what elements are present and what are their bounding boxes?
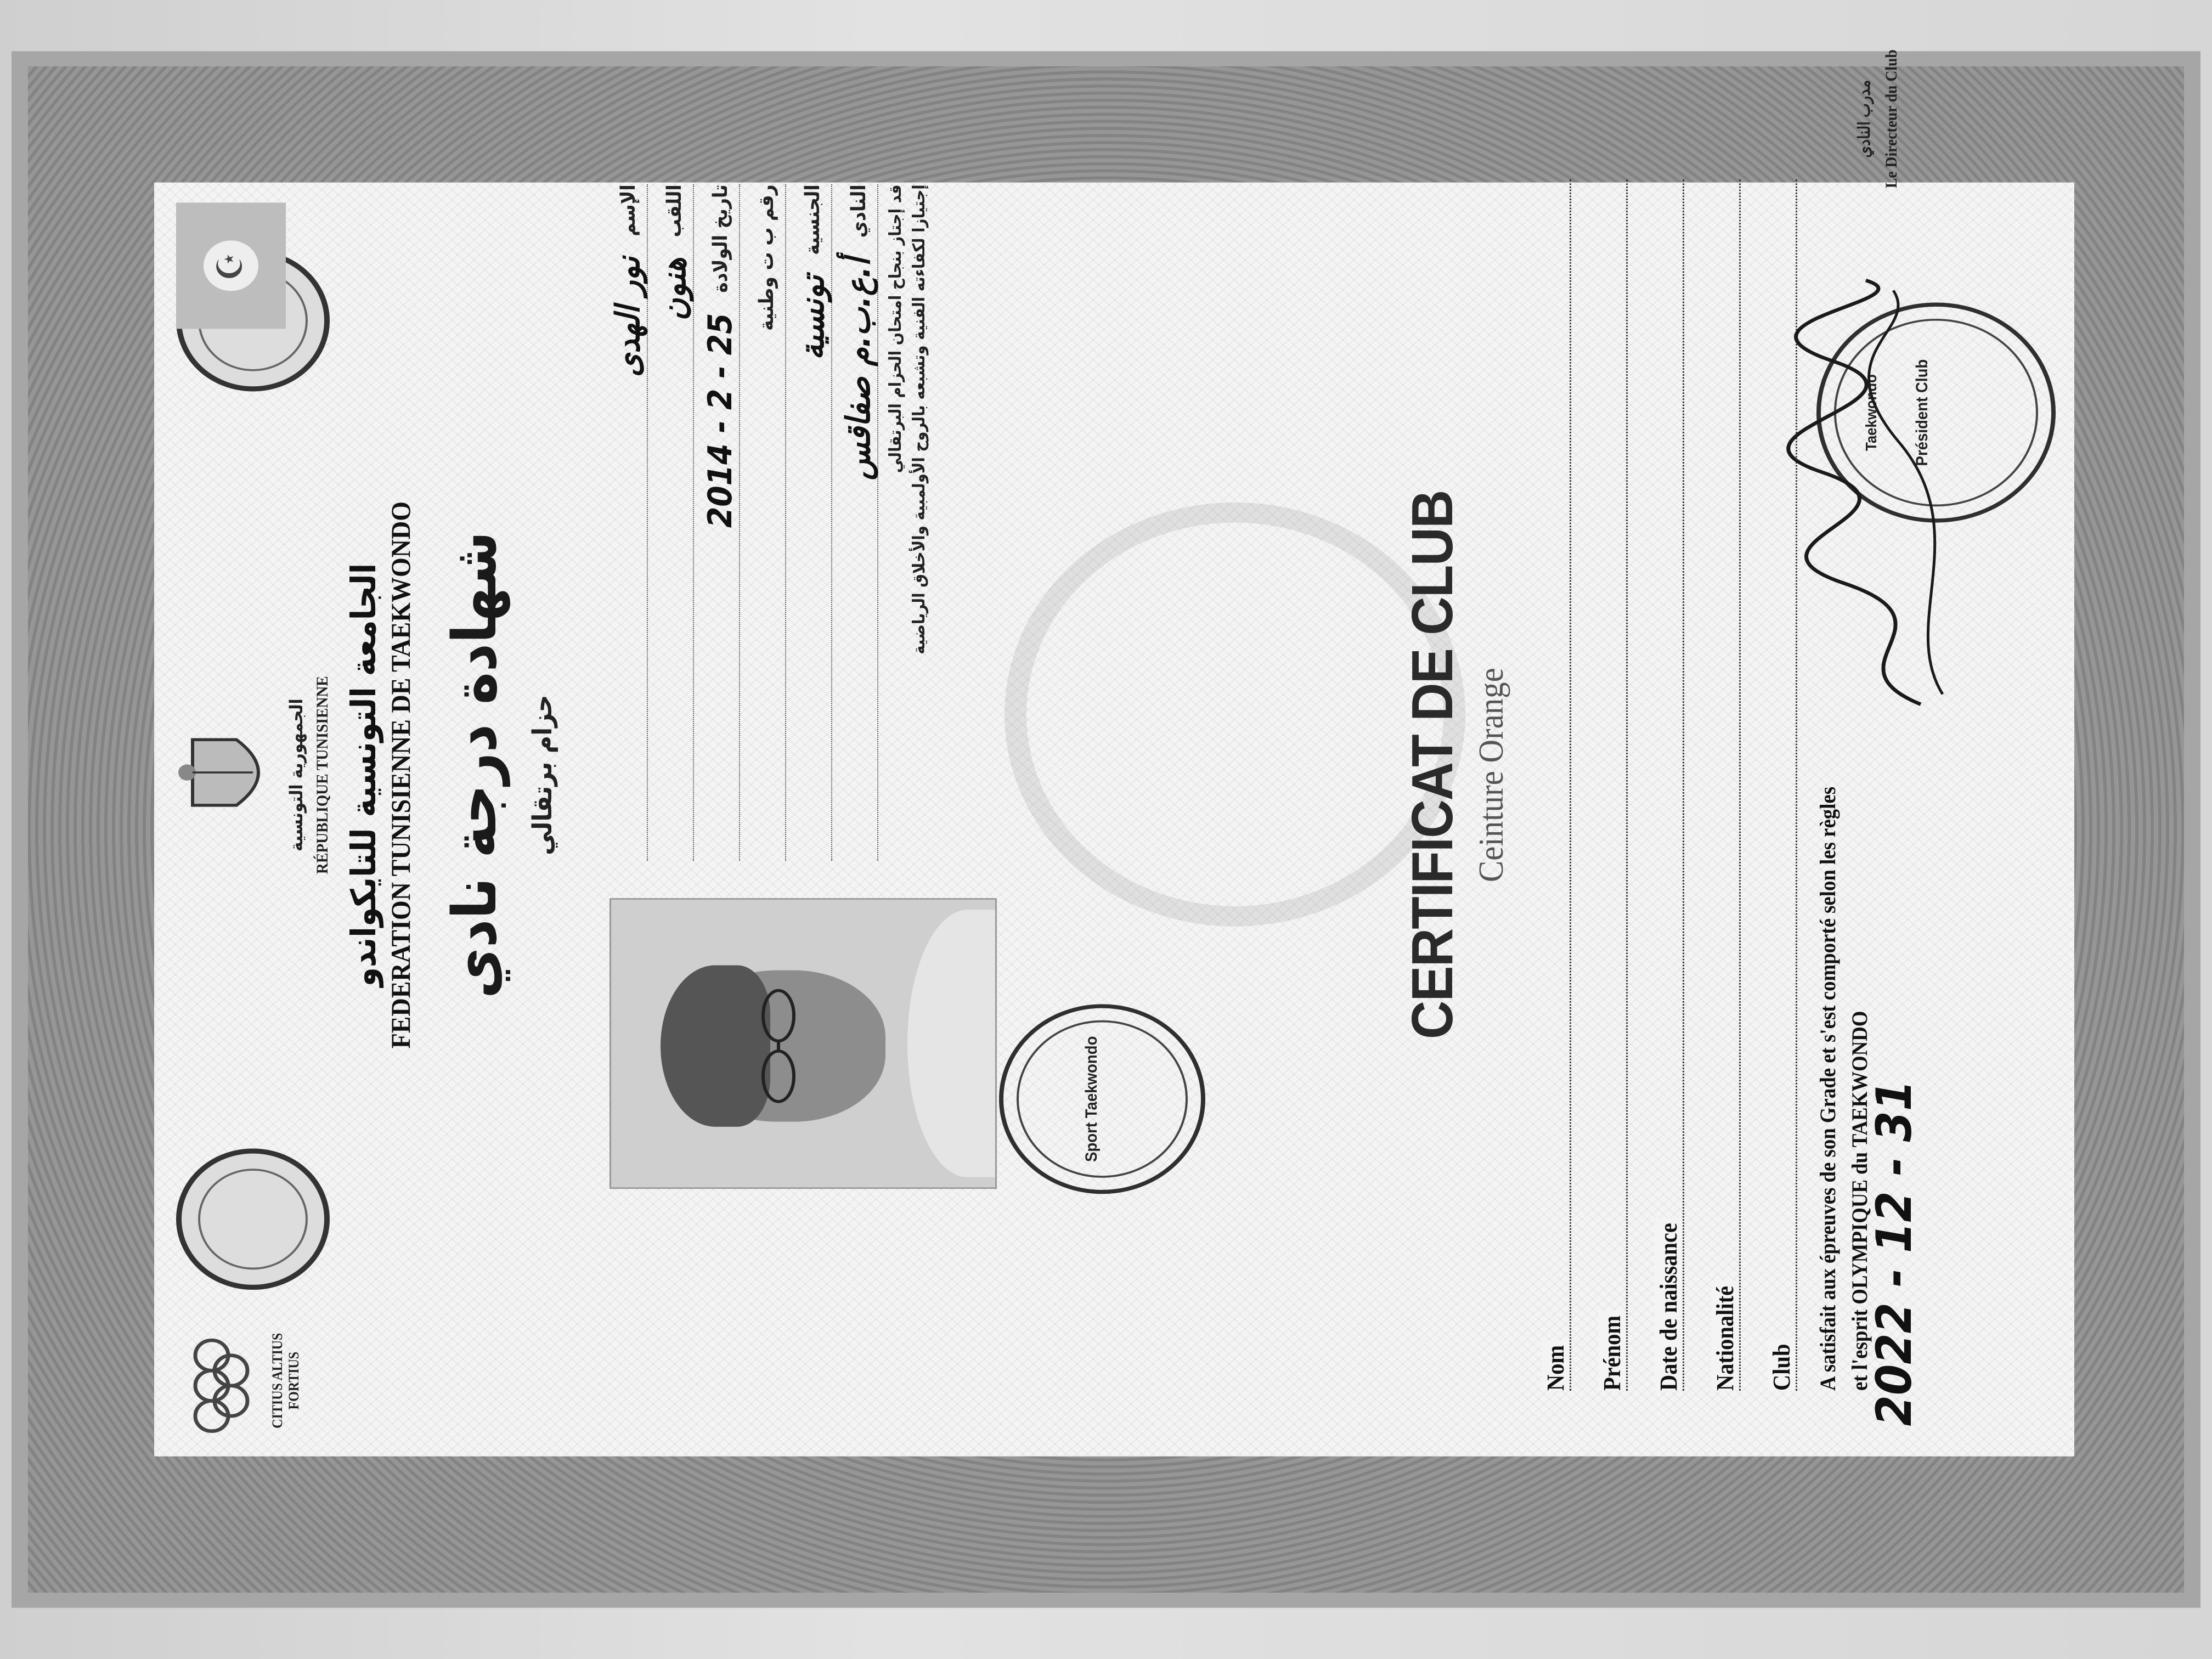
fr-statement-1: A satisfait aux épreuves de son Grade et s'est comporté selon les règles [1815, 786, 1840, 1391]
certificate-document [28, 49, 2184, 1593]
fr-row-nom [1531, 179, 1571, 1391]
certificate-subtitle-ar: حزام برتقالي [527, 695, 558, 855]
olympic-motto: CITIUS ALTIUS FORTIUS [269, 1333, 302, 1429]
federation-logo-left [176, 1148, 330, 1290]
ar-value-nationality: تونسية [793, 275, 832, 360]
ar-label-surname: اللقب [663, 184, 686, 238]
ar-label-nationality: الجنسية [801, 184, 824, 255]
ar-label-birthdate: تاريخ الولادة [709, 184, 732, 293]
issue-date: 2022 - 12 - 31 [1866, 1080, 1922, 1426]
federation-name-ar: الجامعة التونسية للتايكواندو [343, 563, 383, 987]
national-emblem [176, 730, 280, 815]
crescent-star-icon: ☪ [210, 252, 251, 281]
ar-value-name: نور الهدى [609, 256, 647, 377]
fr-label-prenom: Prénom [1598, 1311, 1626, 1391]
fr-label-nationality: Nationalité [1711, 1281, 1739, 1391]
fr-statement-2: et l'esprit OLYMPIQUE du TAEKWONDO [1847, 1011, 1872, 1391]
fr-row-nationality [1701, 179, 1741, 1391]
stamp-right-text: Président Club [1913, 359, 1931, 466]
handwritten-signature [1756, 270, 1987, 725]
coat-of-arms-icon [176, 730, 280, 815]
olympic-rings-logo [176, 1335, 319, 1436]
certificate-subtitle-fr: Ceinture Orange [1471, 668, 1510, 883]
watermark-seal [1005, 503, 1465, 927]
ar-value-birthdate: 25 - 2 - 2014 [701, 313, 740, 528]
fr-label-nom: Nom [1542, 1340, 1570, 1391]
ar-label-id: رقم ب ت وطنية [755, 184, 778, 331]
certificate-title-fr: CERTIFICAT DE CLUB [1400, 490, 1465, 1040]
director-label-fr: Le Directeur du Club [1882, 49, 1900, 189]
ar-label-name: الإسم [617, 184, 640, 236]
fr-label-date: Date de naissance [1655, 1218, 1683, 1391]
ar-row-birthdate [702, 184, 740, 861]
stamp-left-text: Sport Taekwondo [1082, 1036, 1101, 1163]
ar-statement-1: قد إجتاز بنجاح امتحان الحزام البرتقالي [886, 184, 905, 473]
republic-name-fr: RÉPUBLIQUE TUNISIENNE [313, 676, 331, 874]
ar-row-name [610, 184, 648, 861]
certificate-title-ar: شهادة درجة نادي [439, 531, 510, 999]
ar-row-nationality [794, 184, 832, 861]
ar-label-club: النادي [847, 184, 870, 238]
fr-row-prenom [1588, 179, 1628, 1391]
arabic-form [610, 184, 929, 861]
fr-label-club: Club [1768, 1339, 1796, 1391]
olympic-rings-icon [176, 1335, 264, 1436]
ar-value-surname: هنون [655, 257, 693, 321]
ar-value-club: أ.ع.ب.م صفاقس [839, 258, 878, 481]
fr-row-date [1644, 179, 1684, 1391]
certificate-inner-panel [154, 49, 2074, 1457]
student-photo [610, 898, 997, 1189]
republic-name-ar: الجمهورية التونسية [286, 698, 307, 851]
director-label-ar: مدرب النادي [1855, 80, 1874, 158]
ar-row-id [748, 184, 786, 861]
tunisia-flag [176, 202, 286, 329]
ar-row-club [840, 184, 878, 861]
ar-statement-2: إجتيازا لكفاءته الفنية وتشبعه بالروح الأولمبية والأخلاق الرياضية [910, 184, 929, 654]
club-stamp-left [999, 1004, 1205, 1194]
federation-name-fr: FEDERATION TUNISIENNE DE TAEKWONDO [385, 501, 416, 1049]
ar-row-surname [656, 184, 694, 861]
stamp-right-ring-text: Taekwondo [1862, 374, 1880, 451]
glasses-icon [759, 985, 798, 1107]
